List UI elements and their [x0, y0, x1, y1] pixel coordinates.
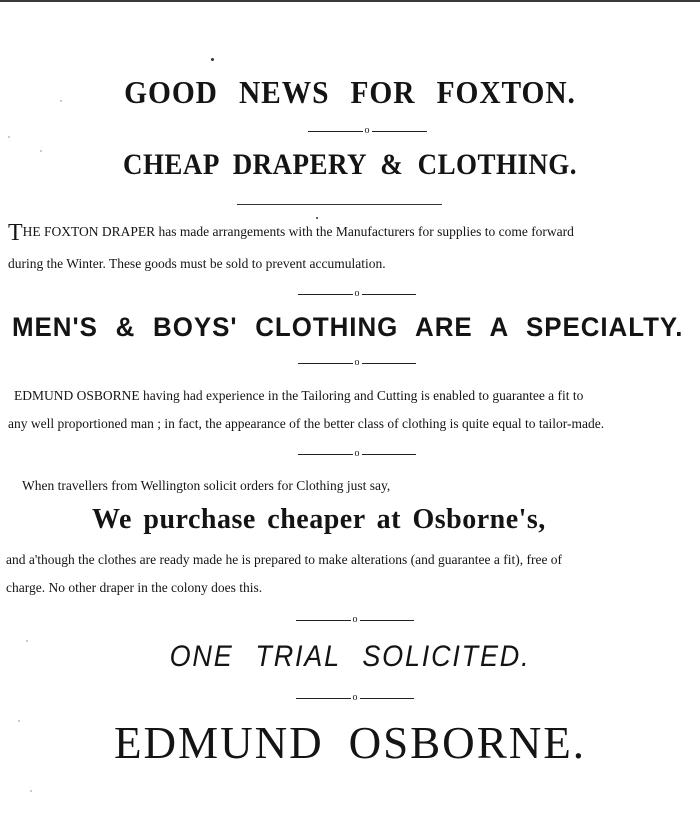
alterations-line-1: and a'though the clothes are ready made he is prepared to make alterations (and guarantee a fit), free of: [6, 552, 563, 567]
top-border-rule: [0, 0, 700, 2]
paper-speck: [60, 100, 62, 102]
alterations-paragraph: [6, 552, 700, 596]
separator: [298, 356, 416, 370]
trial-solicited-heading: ONE TRIAL SOLICITED.: [169, 640, 531, 673]
separator-line: [362, 363, 417, 364]
paper-speck: [40, 150, 42, 152]
separator-line: [372, 131, 427, 132]
separator-mark: o: [352, 614, 358, 625]
separator: [298, 287, 416, 301]
advertiser-signature: EDMUND OSBORNE.: [114, 717, 586, 768]
divider-rule: [237, 204, 442, 205]
print-dot: [211, 58, 214, 61]
separator-line: [360, 620, 415, 621]
paper-speck: [26, 640, 28, 642]
travellers-line: When travellers from Wellington solicit orders for Clothing just say,: [22, 478, 391, 493]
tailoring-line-2: any well proportioned man ; in fact, the appearance of the better class of clothing is quite equal to tailor-made.: [8, 416, 605, 431]
paper-speck: [8, 136, 10, 138]
separator-line: [298, 363, 353, 364]
separator: [296, 613, 414, 627]
specialty-heading: MEN'S & BOYS' CLOTHING ARE A SPECIALTY.: [12, 312, 684, 342]
separator-mark: o: [354, 448, 360, 459]
print-dot: [316, 217, 318, 219]
paper-speck: [30, 790, 32, 792]
drop-cap: T: [8, 220, 23, 246]
intro-paragraph: [8, 220, 700, 272]
alterations-line-2: charge. No other draper in the colony does this.: [6, 580, 263, 595]
separator: [296, 691, 414, 705]
separator-line: [298, 454, 353, 455]
intro-line-2: during the Winter. These goods must be sold to prevent accumulation.: [8, 256, 386, 271]
slogan: We purchase cheaper at Osborne's,: [92, 504, 546, 535]
separator-mark: o: [364, 125, 370, 136]
separator-mark: o: [354, 288, 360, 299]
separator-mark: o: [354, 357, 360, 368]
tailoring-paragraph: [8, 388, 700, 432]
separator: [305, 124, 429, 138]
headline: GOOD NEWS FOR FOXTON.: [124, 74, 576, 110]
separator-mark: o: [352, 692, 358, 703]
subheadline: CHEAP DRAPERY & CLOTHING.: [123, 148, 577, 181]
separator-line: [360, 698, 415, 699]
tailoring-line-1: EDMUND OSBORNE having had experience in the Tailoring and Cutting is enabled to guarantee a fit to: [14, 388, 584, 403]
separator-line: [296, 698, 351, 699]
paper-speck: [18, 720, 20, 722]
separator-line: [296, 620, 351, 621]
separator-line: [362, 454, 417, 455]
separator: [298, 447, 416, 461]
separator-line: [362, 294, 417, 295]
intro-line-1: HE FOXTON DRAPER has made arrangements with the Manufacturers for supplies to come forward: [22, 224, 574, 239]
separator-line: [298, 294, 353, 295]
separator-line: [308, 131, 363, 132]
